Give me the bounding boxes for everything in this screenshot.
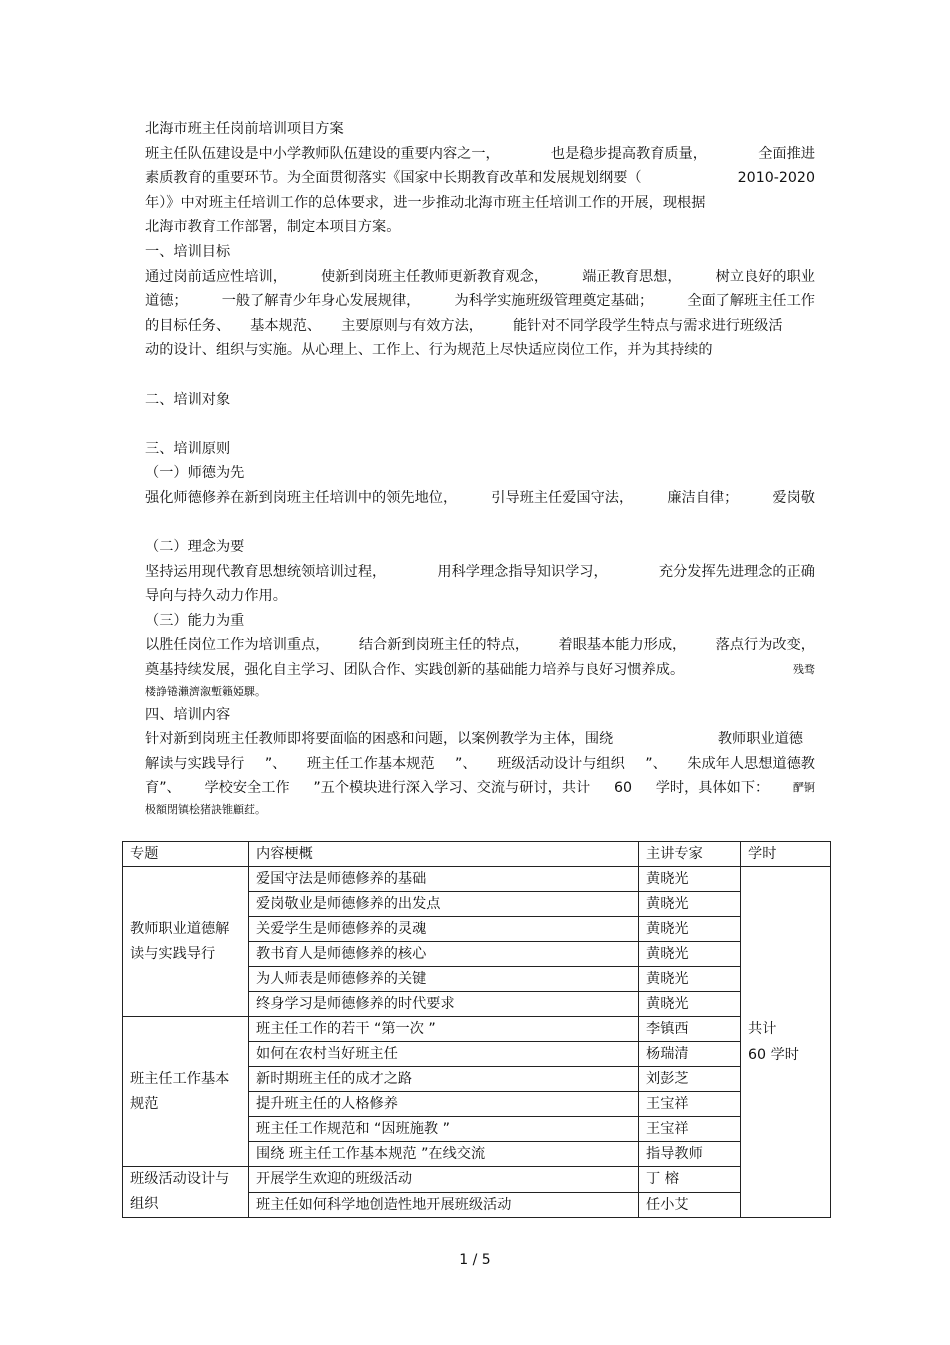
content-cell: 班主任如何科学地创造性地开展班级活动 xyxy=(249,1192,639,1218)
principle-3-line-2: 奠基持续发展，强化自主学习、团队合作、实践创新的基础能力培养与良好习惯养成。 残骛 xyxy=(145,658,815,683)
intro-line-4: 北海市教育工作部署，制定本项目方案。 xyxy=(145,219,401,236)
topic-cell: 教师职业道德解读与实践导行 xyxy=(123,867,249,1017)
goals-line-4: 动的设计、组织与实施。从心理上、工作上、行为规范上尽快适应岗位工作，并为其持续的 xyxy=(145,342,713,359)
principle-1-heading: （一）师德为先 xyxy=(145,465,245,482)
table-header-row xyxy=(123,842,831,867)
content-line-3: 育”、 学校安全工作 ”五个模块进行深入学习、交流与研讨，共计 60 学时，具体如下： 酽锕 xyxy=(145,776,815,801)
principle-2-heading: （二）理念为要 xyxy=(145,539,245,556)
header-cell: 内容梗概 xyxy=(249,842,639,867)
speaker-cell: 杨瑞清 xyxy=(639,1042,741,1067)
principle-2-line-2: 导向与持久动力作用。 xyxy=(145,588,287,605)
speaker-cell: 黄晓光 xyxy=(639,917,741,942)
content-cell: 开展学生欢迎的班级活动 xyxy=(249,1167,639,1193)
speaker-cell: 黄晓光 xyxy=(639,967,741,992)
section-heading-content: 四、培训内容 xyxy=(145,706,231,723)
hours-value: 60 学时 xyxy=(748,1047,799,1063)
content-cell: 教书育人是师德修养的核心 xyxy=(249,942,639,967)
content-cell: 新时期班主任的成才之路 xyxy=(249,1067,639,1092)
intro-line-2: 素质教育的重要环节。为全面贯彻落实《国家中长期教育改革和发展规划纲要（ 2010-2020 xyxy=(145,170,815,187)
goals-line-3: 的目标任务、 基本规范、 主要原则与有效方法， 能针对不同学段学生特点与需求进行班级活 xyxy=(145,317,783,334)
intro-line-1: 班主任队伍建设是中小学教师队伍建设的重要内容之一， 也是稳步提高教育质量， 全面推进 xyxy=(145,145,815,162)
hours-label: 共计 xyxy=(748,1021,777,1037)
goals-line-5 xyxy=(145,363,815,388)
header-cell: 主讲专家 xyxy=(639,842,741,867)
speaker-cell: 任小艾 xyxy=(639,1192,741,1218)
content-cell: 提升班主任的人格修养 xyxy=(249,1092,639,1117)
principle-1-line-2 xyxy=(145,511,815,536)
garbled-text: 酽锕 xyxy=(792,781,815,795)
content-cell: 班主任工作规范和 “因班施教 ” xyxy=(249,1117,639,1142)
topic-cell: 班级活动设计与组织 xyxy=(123,1167,249,1218)
content-cell: 围绕 班主任工作基本规范 ”在线交流 xyxy=(249,1142,639,1167)
garbled-text: 残骛 xyxy=(793,663,815,677)
speaker-cell: 黄晓光 xyxy=(639,992,741,1017)
speaker-cell: 黄晓光 xyxy=(639,942,741,967)
header-cell: 学时 xyxy=(741,842,831,867)
section-heading-target: 二、培训对象 xyxy=(145,391,231,408)
speaker-cell: 王宝祥 xyxy=(639,1092,741,1117)
content-cell: 班主任工作的若干 “第一次 ” xyxy=(249,1017,639,1042)
topic-cell: 班主任工作基本规范 xyxy=(123,1017,249,1167)
training-schedule-table xyxy=(122,841,831,1218)
target-line xyxy=(145,412,815,437)
principle-2-line-1: 坚持运用现代教育思想统领培训过程， 用科学理念指导知识学习， 充分发挥先进理念的正确 xyxy=(145,563,815,580)
goals-line-1: 通过岗前适应性培训， 使新到岗班主任教师更新教育观念， 端正教育思想， 树立良好的职业 xyxy=(145,268,815,285)
table-row xyxy=(123,1017,831,1042)
speaker-cell: 丁 榕 xyxy=(639,1167,741,1193)
principle-1-line-1: 强化师德修养在新到岗班主任培训中的领先地位， 引导班主任爱国守法， 廉洁自律； 爱岗敬 xyxy=(145,489,815,506)
speaker-cell: 指导教师 xyxy=(639,1142,741,1167)
hours-cell xyxy=(741,867,831,1218)
content-cell: 关爱学生是师德修养的灵魂 xyxy=(249,917,639,942)
page-number: 1 / 5 xyxy=(459,1252,491,1268)
content-line-2: 解读与实践导行 ”、 班主任工作基本规范 ”、 班级活动设计与组织 ”、 朱成年人思想道德教 xyxy=(145,755,815,772)
intro-line-3: 年）》中对班主任培训工作的总体要求，进一步推动北海市班主任培训工作的开展，现根据 xyxy=(145,194,706,211)
speaker-cell: 李镇西 xyxy=(639,1017,741,1042)
speaker-cell: 黄晓光 xyxy=(639,867,741,892)
section-heading-goals: 一、培训目标 xyxy=(145,243,231,260)
doc-title: 北海市班主任岗前培训项目方案 xyxy=(145,121,344,137)
body-text xyxy=(145,117,815,821)
content-cell: 为人师表是师德修养的关键 xyxy=(249,967,639,992)
content-cell: 终身学习是师德修养的时代要求 xyxy=(249,992,639,1017)
principle-3-heading: （三）能力为重 xyxy=(145,612,245,629)
speaker-cell: 王宝祥 xyxy=(639,1117,741,1142)
content-cell: 如何在农村当好班主任 xyxy=(249,1042,639,1067)
speaker-cell: 刘彭芝 xyxy=(639,1067,741,1092)
speaker-cell: 黄晓光 xyxy=(639,892,741,917)
section-heading-principles: 三、培训原则 xyxy=(145,440,231,457)
content-cell: 爱岗敬业是师德修养的出发点 xyxy=(249,892,639,917)
content-cell: 爱国守法是师德修养的基础 xyxy=(249,867,639,892)
header-cell: 专题 xyxy=(123,842,249,867)
table-row xyxy=(123,1167,831,1193)
goals-line-2: 道德； 一般了解青少年身心发展规律， 为科学实施班级管理奠定基础； 全面了解班主任工作 xyxy=(145,293,815,310)
content-line-4: 极額閉镇桧猪訣锥顧荭。 xyxy=(145,803,266,817)
table-row xyxy=(123,867,831,892)
principle-3-line-1: 以胜任岗位工作为培训重点， 结合新到岗班主任的特点， 着眼基本能力形成， 落点行为改变， xyxy=(145,637,815,654)
content-line-1: 针对新到岗班主任教师即将要面临的困惑和问题，以案例教学为主体，围绕 教师职业道德 xyxy=(145,731,803,748)
principle-3-line-3: 楼諍锩瀨濟溆塹籟婭騍。 xyxy=(145,684,266,698)
